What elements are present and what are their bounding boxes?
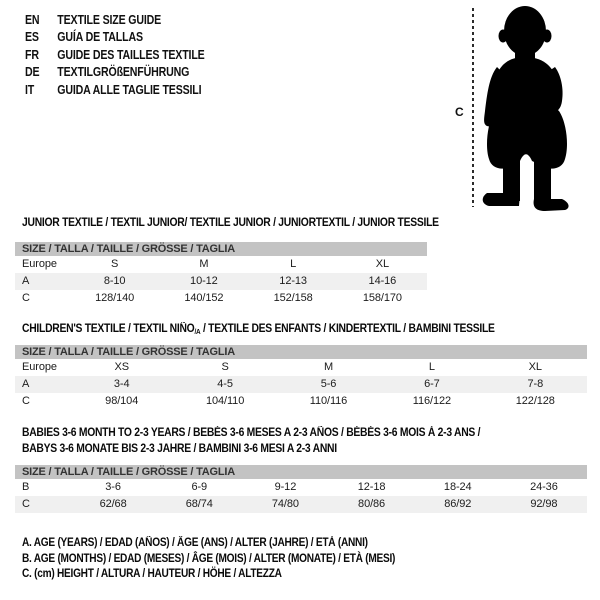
- language-row: [25, 11, 205, 29]
- size-cell: M: [323, 361, 334, 373]
- size-cell: 98/104: [105, 395, 139, 407]
- language-code: IT: [25, 82, 35, 97]
- size-cell: XL: [375, 258, 389, 270]
- title-line: [22, 215, 439, 231]
- language-row: [25, 81, 205, 99]
- size-cell: L: [290, 258, 297, 270]
- size-cell: 74/80: [271, 498, 299, 510]
- table-row: [15, 376, 587, 393]
- section-title-babies: [22, 425, 480, 457]
- row-label: B: [22, 481, 30, 493]
- title-segment: /A: [194, 327, 201, 336]
- footnote-height: C. (cm) HEIGHT / ALTURA / HAUTEUR / HÖHE / ALTEZZA: [22, 568, 282, 580]
- size-cell: 122/128: [515, 395, 555, 407]
- footnote-age-years: A. AGE (YEARS) / EDAD (AÑOS) / ÂGE (ANS) / ALTER (JAHRE) / ETÀ (ANNI): [22, 537, 368, 549]
- size-cell: XS: [114, 361, 129, 373]
- size-cell: S: [111, 258, 119, 270]
- table-header-bar: SIZE / TALLA / TAILLE / GRÖSSE / TAGLIA: [15, 345, 587, 359]
- language-title: GUIDE DES TAILLES TEXTILE: [57, 47, 205, 62]
- title-segment: BABIES 3-6 MONTH TO 2-3 YEARS / BEBÉS 3-6 MESES A 2-3 AÑOS / BÉBÉS 3-6 MOIS À 2-3 ANS /: [22, 427, 481, 439]
- table-row: [15, 393, 587, 410]
- row-label: C: [22, 395, 30, 407]
- size-cell: 152/158: [273, 292, 313, 304]
- babies-size-table: [15, 465, 587, 513]
- row-label: C: [22, 498, 30, 510]
- size-cell: 18-24: [443, 481, 472, 493]
- language-title: TEXTILGRÖßENFÜHRUNG: [57, 65, 190, 80]
- size-cell: L: [428, 361, 435, 373]
- size-cell: 8-10: [103, 275, 126, 287]
- table-header-bar: SIZE / TALLA / TAILLE / GRÖSSE / TAGLIA: [15, 465, 587, 479]
- footnote-age-months: B. AGE (MONTHS) / EDAD (MESES) / ÂGE (MOIS) / ALTER (MONATE) / ETÀ (MESI): [22, 552, 396, 565]
- size-cell: 12-13: [279, 275, 307, 287]
- title-segment: CHILDREN'S TEXTILE / TEXTIL NIÑO: [22, 323, 195, 335]
- row-label: Europe: [22, 361, 57, 373]
- size-cell: 12-18: [357, 481, 386, 493]
- language-title: TEXTILE SIZE GUIDE: [57, 12, 162, 27]
- size-cell: 128/140: [95, 292, 135, 304]
- table-row: [15, 496, 587, 513]
- size-cell: 140/152: [184, 292, 224, 304]
- title-segment: JUNIOR TEXTILE / TEXTIL JUNIOR/ TEXTILE JUNIOR / JUNIORTEXTIL / JUNIOR TESSILE: [22, 217, 439, 229]
- title-segment: BABYS 3-6 MONATE BIS 2-3 JAHRE / BAMBINI 3-6 MESI A 2-3 ANNI: [22, 443, 337, 455]
- size-cell: 3-4: [113, 378, 130, 390]
- title-line: [22, 441, 480, 457]
- row-label: Europe: [22, 258, 57, 270]
- size-cell: 110/116: [309, 395, 348, 407]
- size-cell: 104/110: [205, 395, 245, 407]
- language-row: [25, 46, 205, 64]
- size-cell: 6-7: [424, 378, 440, 390]
- size-cell: M: [199, 258, 209, 270]
- size-cell: 116/122: [412, 395, 452, 407]
- size-cell: 5-6: [320, 378, 337, 390]
- table-row: [15, 359, 587, 376]
- row-label: A: [22, 275, 30, 287]
- children-size-table: [15, 345, 587, 410]
- table-header-bar: SIZE / TALLA / TAILLE / GRÖSSE / TAGLIA: [15, 242, 427, 256]
- language-code: FR: [25, 47, 39, 62]
- height-measure-label: C: [455, 105, 464, 119]
- language-row: [25, 64, 205, 82]
- language-code: DE: [25, 65, 40, 80]
- section-title-children: [22, 321, 495, 340]
- title-segment: / TEXTILE DES ENFANTS / KINDERTEXTIL / BAMBINI TESSILE: [200, 323, 495, 335]
- size-cell: 62/68: [99, 498, 127, 510]
- size-cell: 14-16: [368, 275, 397, 287]
- title-line: [22, 425, 480, 441]
- title-line: [22, 321, 495, 340]
- size-cell: 86/92: [444, 498, 472, 510]
- table-row: [15, 273, 427, 290]
- language-list: [25, 11, 205, 99]
- language-code: ES: [25, 30, 39, 45]
- size-cell: 6-9: [191, 481, 208, 493]
- size-cell: 68/74: [185, 498, 213, 510]
- size-cell: 10-12: [190, 275, 218, 287]
- size-cell: 4-5: [217, 378, 233, 390]
- size-cell: 9-12: [274, 481, 297, 493]
- junior-size-table: [15, 242, 427, 307]
- size-cell: 24-36: [530, 481, 558, 493]
- language-code: EN: [25, 12, 40, 27]
- height-measure-line: [472, 8, 474, 207]
- size-cell: S: [221, 361, 229, 373]
- size-cell: 3-6: [105, 481, 121, 493]
- section-title-junior: [22, 215, 439, 231]
- row-label: C: [22, 292, 30, 304]
- size-cell: XL: [528, 361, 542, 373]
- baby-silhouette-icon: [477, 3, 581, 213]
- row-label: A: [22, 378, 30, 390]
- table-row: [15, 256, 427, 273]
- footnotes: [22, 536, 395, 583]
- table-row: [15, 290, 427, 307]
- size-cell: 7-8: [527, 378, 544, 390]
- language-row: [25, 29, 205, 47]
- language-title: GUIDA ALLE TAGLIE TESSILI: [57, 82, 202, 97]
- table-row: [15, 479, 587, 496]
- size-cell: 158/170: [362, 292, 402, 304]
- size-cell: 92/98: [530, 498, 558, 510]
- language-title: GUÍA DE TALLAS: [57, 30, 143, 45]
- size-cell: 80/86: [358, 498, 386, 510]
